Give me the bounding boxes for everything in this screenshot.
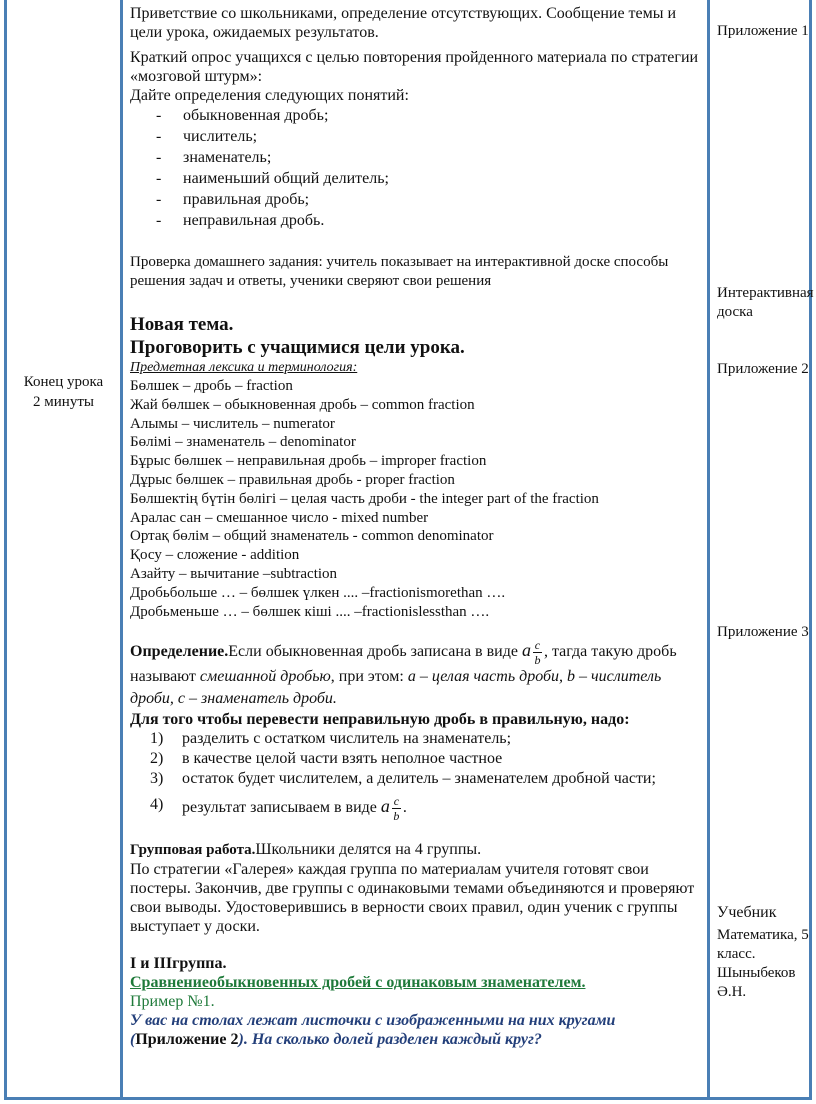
goals-heading: Проговорить с учащимися цели урока. <box>130 337 465 358</box>
list-item: - знаменатель; <box>156 147 702 168</box>
list-item: 1) разделить с остатком числитель на знаменатель; <box>150 730 512 748</box>
resource-appendix-2: Приложение 2 <box>717 361 809 377</box>
list-item: Ортақ бөлім – общий знаменатель - common denominator <box>130 528 494 545</box>
resource-board: Интерактивная доска <box>717 285 814 320</box>
resource-textbook-details: Математика, 5 класс. Шыныбеков Ә.Н. <box>717 927 809 1000</box>
appendix-ref: Приложение 2 <box>135 1031 239 1049</box>
math-a: a <box>521 640 531 661</box>
list-item: - наименьший общий делитель; <box>156 168 702 189</box>
group-work-paragraph: Групповая работа.Школьники делятся на 4 группы. <box>130 841 482 859</box>
list-item: - числитель; <box>156 126 702 147</box>
vocab-list <box>130 377 702 621</box>
list-item: Бұрыс бөлшек – неправильная дробь – improper fraction <box>130 453 487 470</box>
list-item: Жай бөлшек – обыкновенная дробь – common fraction <box>130 396 475 413</box>
definition-paragraph: Определение.Если обыкновенная дробь записана в виде a $\frac{c}{b}$ , тагда такую дробь называют смешанной дробью, при этом: a – целая часть дроби, b – числитель дроби, c – знаменатель дроби. <box>130 638 677 708</box>
stage-cell <box>7 372 120 412</box>
column-divider <box>707 0 710 1100</box>
list-item: Алымы – числитель – numerator <box>130 415 335 432</box>
homework-text: Проверка домашнего задания: учитель показывает на интерактивной доске способы решения задач и ответы, ученики сверяют свои решения <box>130 254 669 289</box>
resource-appendix-3: Приложение 3 <box>717 624 809 640</box>
list-item: 2) в качестве целой части взять неполное частное <box>150 750 503 768</box>
list-item: Дробьбольше … – бөлшек үлкен .... –fractionismorethan …. <box>130 584 506 601</box>
new-topic-heading: Новая тема. <box>130 314 234 335</box>
steps-list <box>130 729 702 822</box>
stage-label: Конец урока <box>23 374 104 390</box>
list-item: 3) остаток будет числителем, а делитель – знаменателем дробной части; <box>150 770 656 788</box>
survey-text: Краткий опрос учащихся с целью повторения пройденного материала по стратегии «мозговой штурм»: <box>130 49 699 85</box>
vocab-heading: Предметная лексика и терминология: <box>130 360 358 375</box>
resource-appendix-1: Приложение 1 <box>717 23 809 39</box>
rule-heading: Для того чтобы перевести неправильную дробь в правильную, надо: <box>130 711 630 729</box>
list-item: Азайту – вычитание –subtraction <box>130 565 338 582</box>
group-work-label: Групповая работа. <box>130 842 256 859</box>
list-item: 4) результат записываем в виде a $\frac{c}{b}$ . <box>150 794 407 824</box>
fraction-c-over-b: $\frac{c}{b}$ <box>534 638 541 668</box>
table-bottom-border <box>4 1097 812 1100</box>
lesson-content <box>130 4 702 1049</box>
list-item: Бөлшектің бүтін бөлігі – целая часть дроби - the integer part of the fraction <box>130 490 599 507</box>
stage-duration: 2 минуты <box>33 394 94 410</box>
fraction-c-over-b: $\frac{c}{b}$ <box>393 794 400 824</box>
math-a: a <box>380 796 390 817</box>
greeting-text: Приветствие со школьниками, определение отсутствующих. Сообщение темы и цели урока, ожидаемых результатов. <box>130 5 677 41</box>
list-item: - обыкновенная дробь; <box>156 105 702 126</box>
list-item: - неправильная дробь. <box>156 210 702 231</box>
example-label: Пример №1. <box>130 993 215 1011</box>
group-work-text: По стратегии «Галерея» каждая группа по материалам учителя готовят свои постеры. Закончив, две группы с одинаковыми темами объединяются и проверяют свои выводы. Удостоверившись в верности своих правил, один ученик с группы выступает у доски. <box>130 861 695 936</box>
list-item: Дұрыс бөлшек – правильная дробь - proper fraction <box>130 471 455 488</box>
column-divider <box>120 0 123 1100</box>
terms-list <box>130 105 702 231</box>
list-item: Аралас сан – смешанное число - mixed number <box>130 509 429 526</box>
compare-title: Сравнениеобыкновенных дробей с одинаковым знаменателем. <box>130 974 586 992</box>
list-item: Қосу – сложение - addition <box>130 547 300 564</box>
list-item: Бөлшек – дробь – fraction <box>130 378 293 394</box>
define-prompt: Дайте определения следующих понятий: <box>130 87 409 104</box>
list-item: Бөлімі – знаменатель – denominator <box>130 434 356 451</box>
list-item: - правильная дробь; <box>156 189 702 210</box>
definition-label: Определение. <box>130 643 229 661</box>
list-item: Дробьменьше … – бөлшек кіші .... –fractionislessthan …. <box>130 603 490 620</box>
mixed-fraction-term: смешанной дробью <box>199 668 331 686</box>
task-text: У вас на столах лежат листочки с изображенными на них кругами (Приложение 2). На сколько долей разделен каждый круг? <box>130 1012 616 1049</box>
groups-heading: I и IIIгруппа. <box>130 955 227 973</box>
definition-parts: a – целая часть дроби, b – числитель дроби, c – знаменатель дроби. <box>130 668 662 708</box>
resource-textbook: Учебник <box>717 904 777 921</box>
